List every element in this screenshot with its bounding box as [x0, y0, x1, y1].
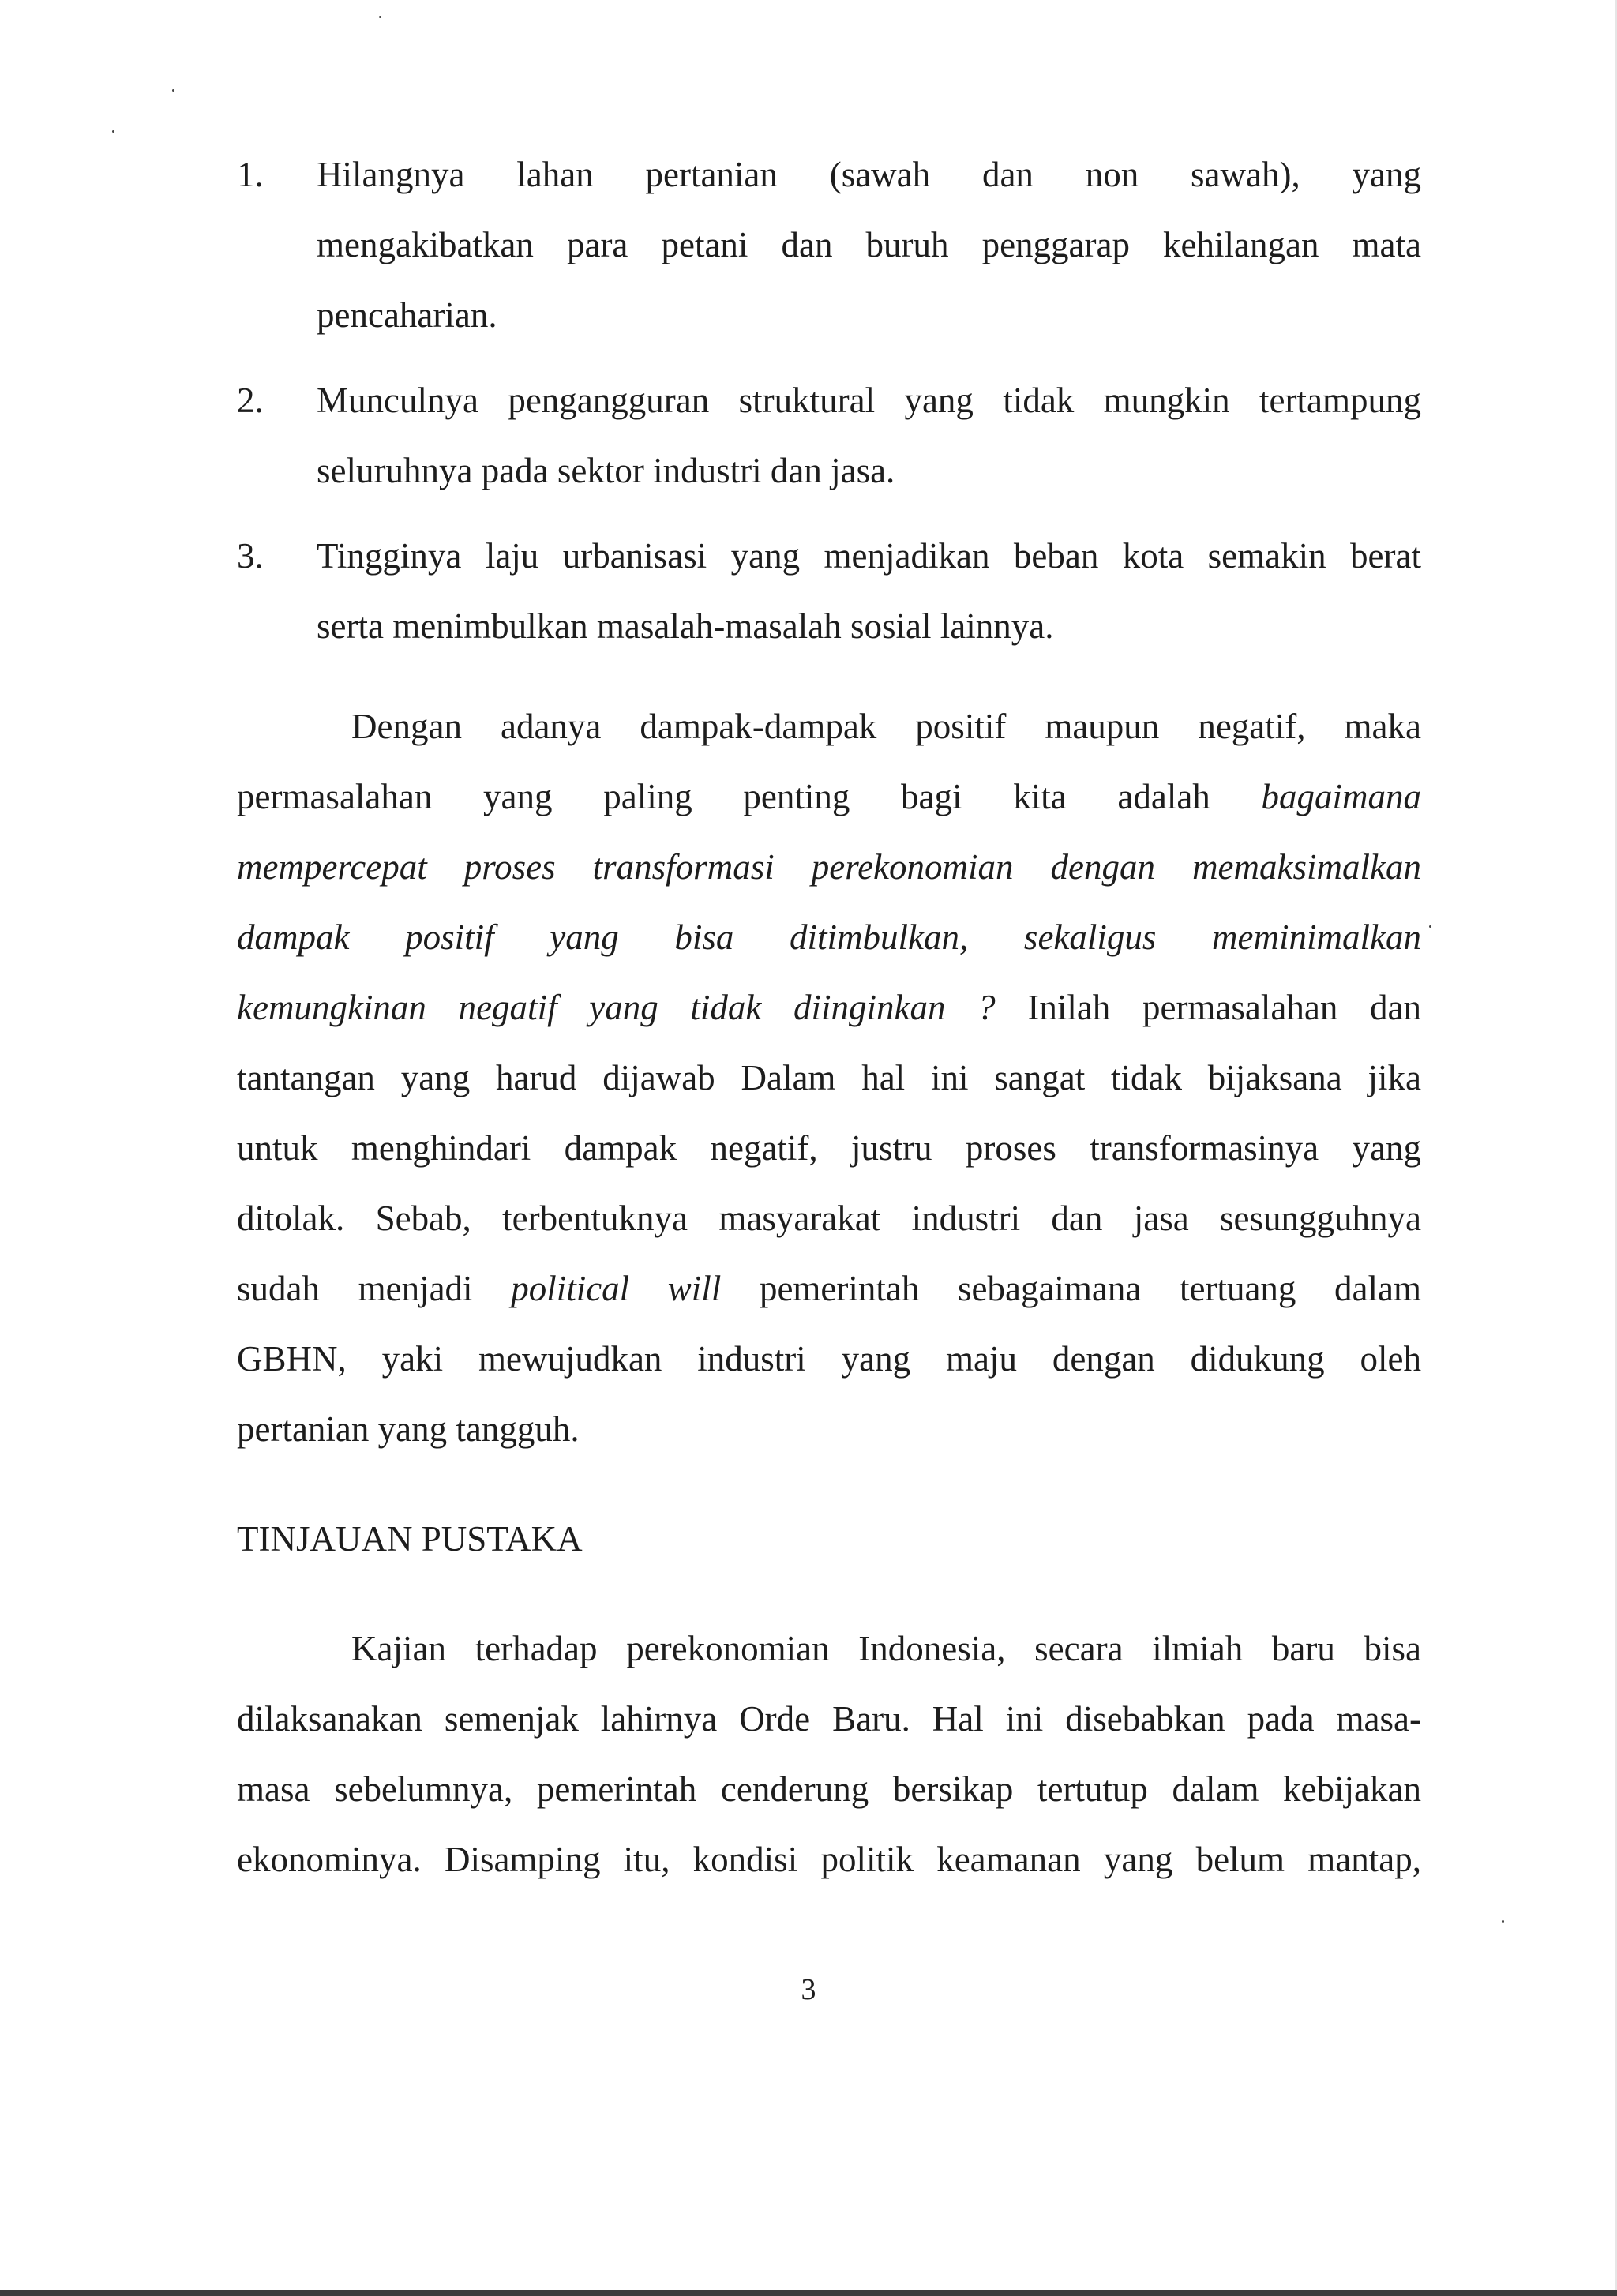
- text-segment: permasalahan yang paling penting bagi kita adalah: [237, 777, 1210, 816]
- paragraph-kajian: [237, 1614, 1421, 1895]
- text-line: seluruhnya pada sektor industri dan jasa.: [317, 451, 895, 490]
- italic-text-line: dampak positif yang bisa ditimbulkan, sekaligus meminimalkan: [237, 917, 1421, 957]
- italic-text: kemungkinan negatif yang tidak diinginkan ?: [237, 988, 996, 1027]
- list-item: [237, 521, 1421, 662]
- text-line: ditolak. Sebab, terbentuknya masyarakat industri dan jasa sesungguhnya: [237, 1199, 1421, 1238]
- text-line: pencaharian.: [317, 295, 497, 335]
- text-line: Kajian terhadap perekonomian Indonesia, secara ilmiah baru bisa: [351, 1629, 1421, 1668]
- text-segment: Inilah permasalahan dan: [1027, 988, 1421, 1027]
- text-line: mengakibatkan para petani dan buruh penggarap kehilangan mata: [317, 225, 1421, 264]
- italic-text: bagaimana: [1261, 777, 1421, 816]
- text-line: Dengan adanya dampak-dampak positif maupun negatif, maka: [351, 707, 1421, 746]
- text-line: [237, 762, 1421, 832]
- section-heading: TINJAUAN PUSTAKA: [237, 1519, 583, 1559]
- text-segment: pemerintah sebagaimana tertuang dalam: [759, 1269, 1421, 1308]
- scan-speck: [1429, 925, 1431, 928]
- italic-text-line: mempercepat proses transformasi perekonomian dengan memaksimalkan: [237, 847, 1421, 887]
- scan-speck: [172, 89, 174, 92]
- text-line: Munculnya pengangguran struktural yang tidak mungkin tertampung: [317, 381, 1421, 420]
- text-line: tantangan yang harud dijawab Dalam hal ini sangat tidak bijaksana jika: [237, 1058, 1421, 1097]
- italic-text: political will: [511, 1269, 722, 1308]
- text-line: [237, 973, 1421, 1043]
- scan-edge: [0, 2290, 1617, 2296]
- list-number: 1.: [237, 155, 264, 194]
- scan-speck: [112, 130, 114, 133]
- numbered-list: [237, 140, 1421, 662]
- scan-speck: [379, 16, 381, 18]
- text-line: GBHN, yaki mewujudkan industri yang maju dengan didukung oleh: [237, 1339, 1421, 1379]
- text-line: Tingginya laju urbanisasi yang menjadikan beban kota semakin berat: [317, 536, 1421, 576]
- text-line: serta menimbulkan masalah-masalah sosial lainnya.: [317, 606, 1054, 646]
- text-line: ekonominya. Disamping itu, kondisi politik keamanan yang belum mantap,: [237, 1840, 1421, 1879]
- text-line: pertanian yang tangguh.: [237, 1409, 580, 1449]
- text-line: Hilangnya lahan pertanian (sawah dan non sawah), yang: [317, 155, 1421, 194]
- scan-speck: [1502, 1920, 1504, 1923]
- paragraph-dampak: [237, 692, 1421, 1465]
- list-item: [237, 366, 1421, 506]
- text-line: [237, 1254, 1421, 1324]
- list-item: [237, 140, 1421, 351]
- list-item-text: [317, 366, 1421, 506]
- list-number: 2.: [237, 381, 264, 420]
- list-item-text: [317, 140, 1421, 351]
- text-line: masa sebelumnya, pemerintah cenderung bersikap tertutup dalam kebijakan: [237, 1769, 1421, 1809]
- text-segment: sudah menjadi: [237, 1269, 473, 1308]
- text-line: dilaksanakan semenjak lahirnya Orde Baru. Hal ini disebabkan pada masa-: [237, 1699, 1421, 1739]
- list-number: 3.: [237, 536, 264, 576]
- text-line: untuk menghindari dampak negatif, justru proses transformasinya yang: [237, 1128, 1421, 1168]
- list-item-text: [317, 521, 1421, 662]
- page-number: 3: [801, 1973, 816, 2006]
